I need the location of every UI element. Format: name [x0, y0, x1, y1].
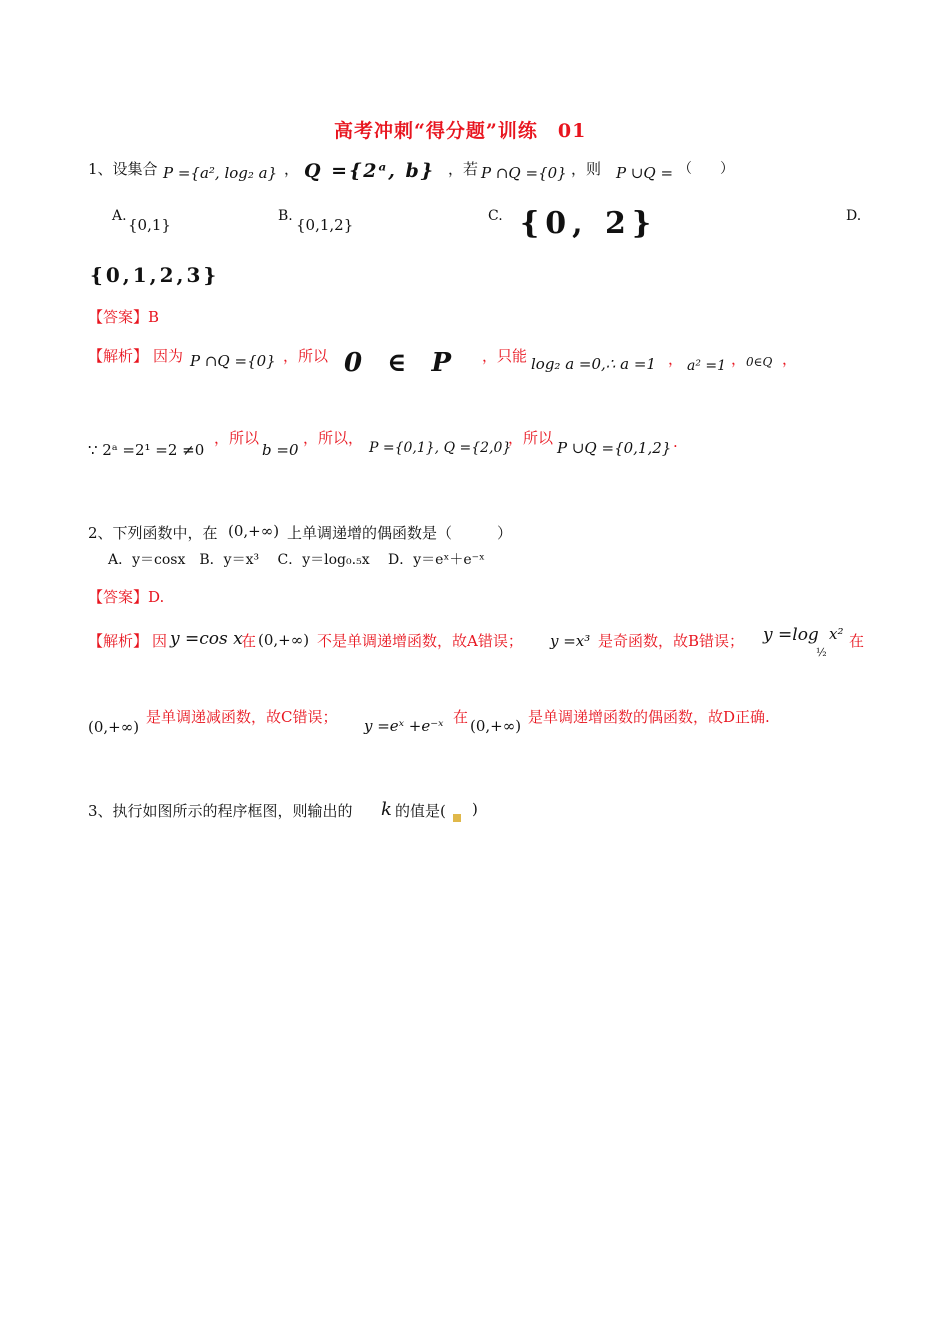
- q1-set-q: Q ={2ᵃ, b}: [304, 160, 436, 182]
- q3-mark-icon: [453, 807, 461, 825]
- q1-option-a-label: A.: [112, 208, 127, 224]
- q2-analysis-math: (0,+∞): [258, 631, 310, 649]
- q3-stem: 的值是(: [395, 802, 446, 820]
- q2-analysis-math: y =x³: [550, 632, 591, 650]
- q1-analysis-text: ，所以: [283, 347, 329, 365]
- q1-analysis-math: 0∈Q: [746, 355, 773, 369]
- q1-analysis-math: log₂ a =0,∴ a =1: [531, 355, 656, 373]
- q1-analysis-math: 0 ∈ P: [344, 348, 459, 378]
- q1-option-d-label: D.: [846, 208, 862, 224]
- q1-analysis-math: P ∩Q ={0}: [190, 352, 276, 370]
- q1-analysis-math: a² =1: [687, 358, 727, 374]
- q2-analysis-text: 在: [241, 632, 257, 650]
- q1-analysis-math: b =0: [262, 441, 299, 459]
- q1-option-a: {0,1}: [128, 216, 171, 234]
- q2-analysis-math: y =log: [763, 625, 819, 645]
- q1-analysis-text: ，所以: [508, 429, 554, 447]
- q3-stem: ): [472, 800, 478, 818]
- q1-option-d: {0,1,2,3}: [90, 263, 220, 287]
- q2-stem: 上单调递增的偶函数是（ ）: [287, 524, 513, 542]
- q1-analysis-text: ，只能: [482, 347, 528, 365]
- q2-stem: 2、下列函数中，在: [88, 524, 218, 542]
- q2-analysis-text: 在: [453, 708, 469, 726]
- page-title: 高考冲刺“得分题”训练 01: [334, 120, 587, 142]
- q1-prefix: 1、设集合: [88, 160, 158, 178]
- q2-stem-math: (0,+∞): [228, 522, 280, 540]
- q3-stem: 3、执行如图所示的程序框图，则输出的: [88, 802, 353, 820]
- q2-analysis-text: 是单调递增函数的偶函数，故D正确.: [528, 708, 770, 726]
- q1-analysis-math: P ={0,1}, Q ={2,0}: [369, 440, 512, 456]
- q2-answer: 【答案】D.: [88, 588, 165, 606]
- q1-option-c-label: C.: [488, 208, 503, 224]
- q1-analysis-text: ，所以: [214, 429, 260, 447]
- q1-option-b: {0,1,2}: [296, 216, 354, 234]
- q1-ruo: ，若: [448, 160, 479, 178]
- q1-comma: ，: [284, 160, 300, 178]
- q2-analysis-math: ½: [816, 646, 827, 659]
- q2-analysis-text: 因: [152, 632, 168, 650]
- q2-analysis-math: x²: [829, 625, 844, 643]
- q1-analysis-text: 因为: [153, 347, 184, 365]
- q1-analysis-math: P ∪Q ={0,1,2}: [557, 439, 672, 457]
- q1-option-c: {0, 2}: [520, 206, 658, 241]
- q1-analysis-text: ，: [668, 350, 684, 368]
- q1-analysis-math: ∵ 2ᵃ =2¹ =2 ≠0: [88, 441, 205, 459]
- q2-analysis-text: 是单调递减函数，故C错误；: [146, 708, 338, 726]
- q1-answer: 【答案】B: [88, 308, 160, 326]
- q2-analysis-math: y =eˣ +e⁻ˣ: [364, 717, 444, 735]
- q1-set-p: P ={a², log₂ a}: [163, 164, 278, 182]
- q2-options: A．y＝cosx B．y＝x³ C．y＝log₀.₅x D．y＝eˣ＋e⁻ˣ: [108, 552, 485, 568]
- q2-analysis-text: 是奇函数，故B错误；: [598, 632, 745, 650]
- q1-intersection: P ∩Q ={0}: [481, 164, 567, 182]
- q1-ze: ，则: [571, 160, 602, 178]
- q1-analysis-text: ，: [782, 350, 798, 368]
- q2-analysis-math: (0,+∞): [470, 717, 522, 735]
- q1-analysis-label: 【解析】: [88, 347, 149, 365]
- q2-analysis-math: (0,+∞): [88, 718, 140, 736]
- q2-analysis-label: 【解析】: [88, 632, 149, 650]
- q2-analysis-text: 在: [849, 632, 865, 650]
- q1-analysis-text: .: [673, 433, 678, 451]
- q3-stem-math: k: [381, 799, 392, 820]
- q2-analysis-text: 不是单调递增函数，故A错误；: [317, 632, 523, 650]
- q1-union: P ∪Q =: [616, 164, 674, 182]
- q2-analysis-math: y =cos x: [170, 629, 243, 649]
- q1-analysis-text: ，所以，: [303, 429, 364, 447]
- q1-option-b-label: B.: [278, 208, 293, 224]
- q1-analysis-text: ，: [731, 350, 747, 368]
- q1-paren: （ ）: [678, 161, 734, 177]
